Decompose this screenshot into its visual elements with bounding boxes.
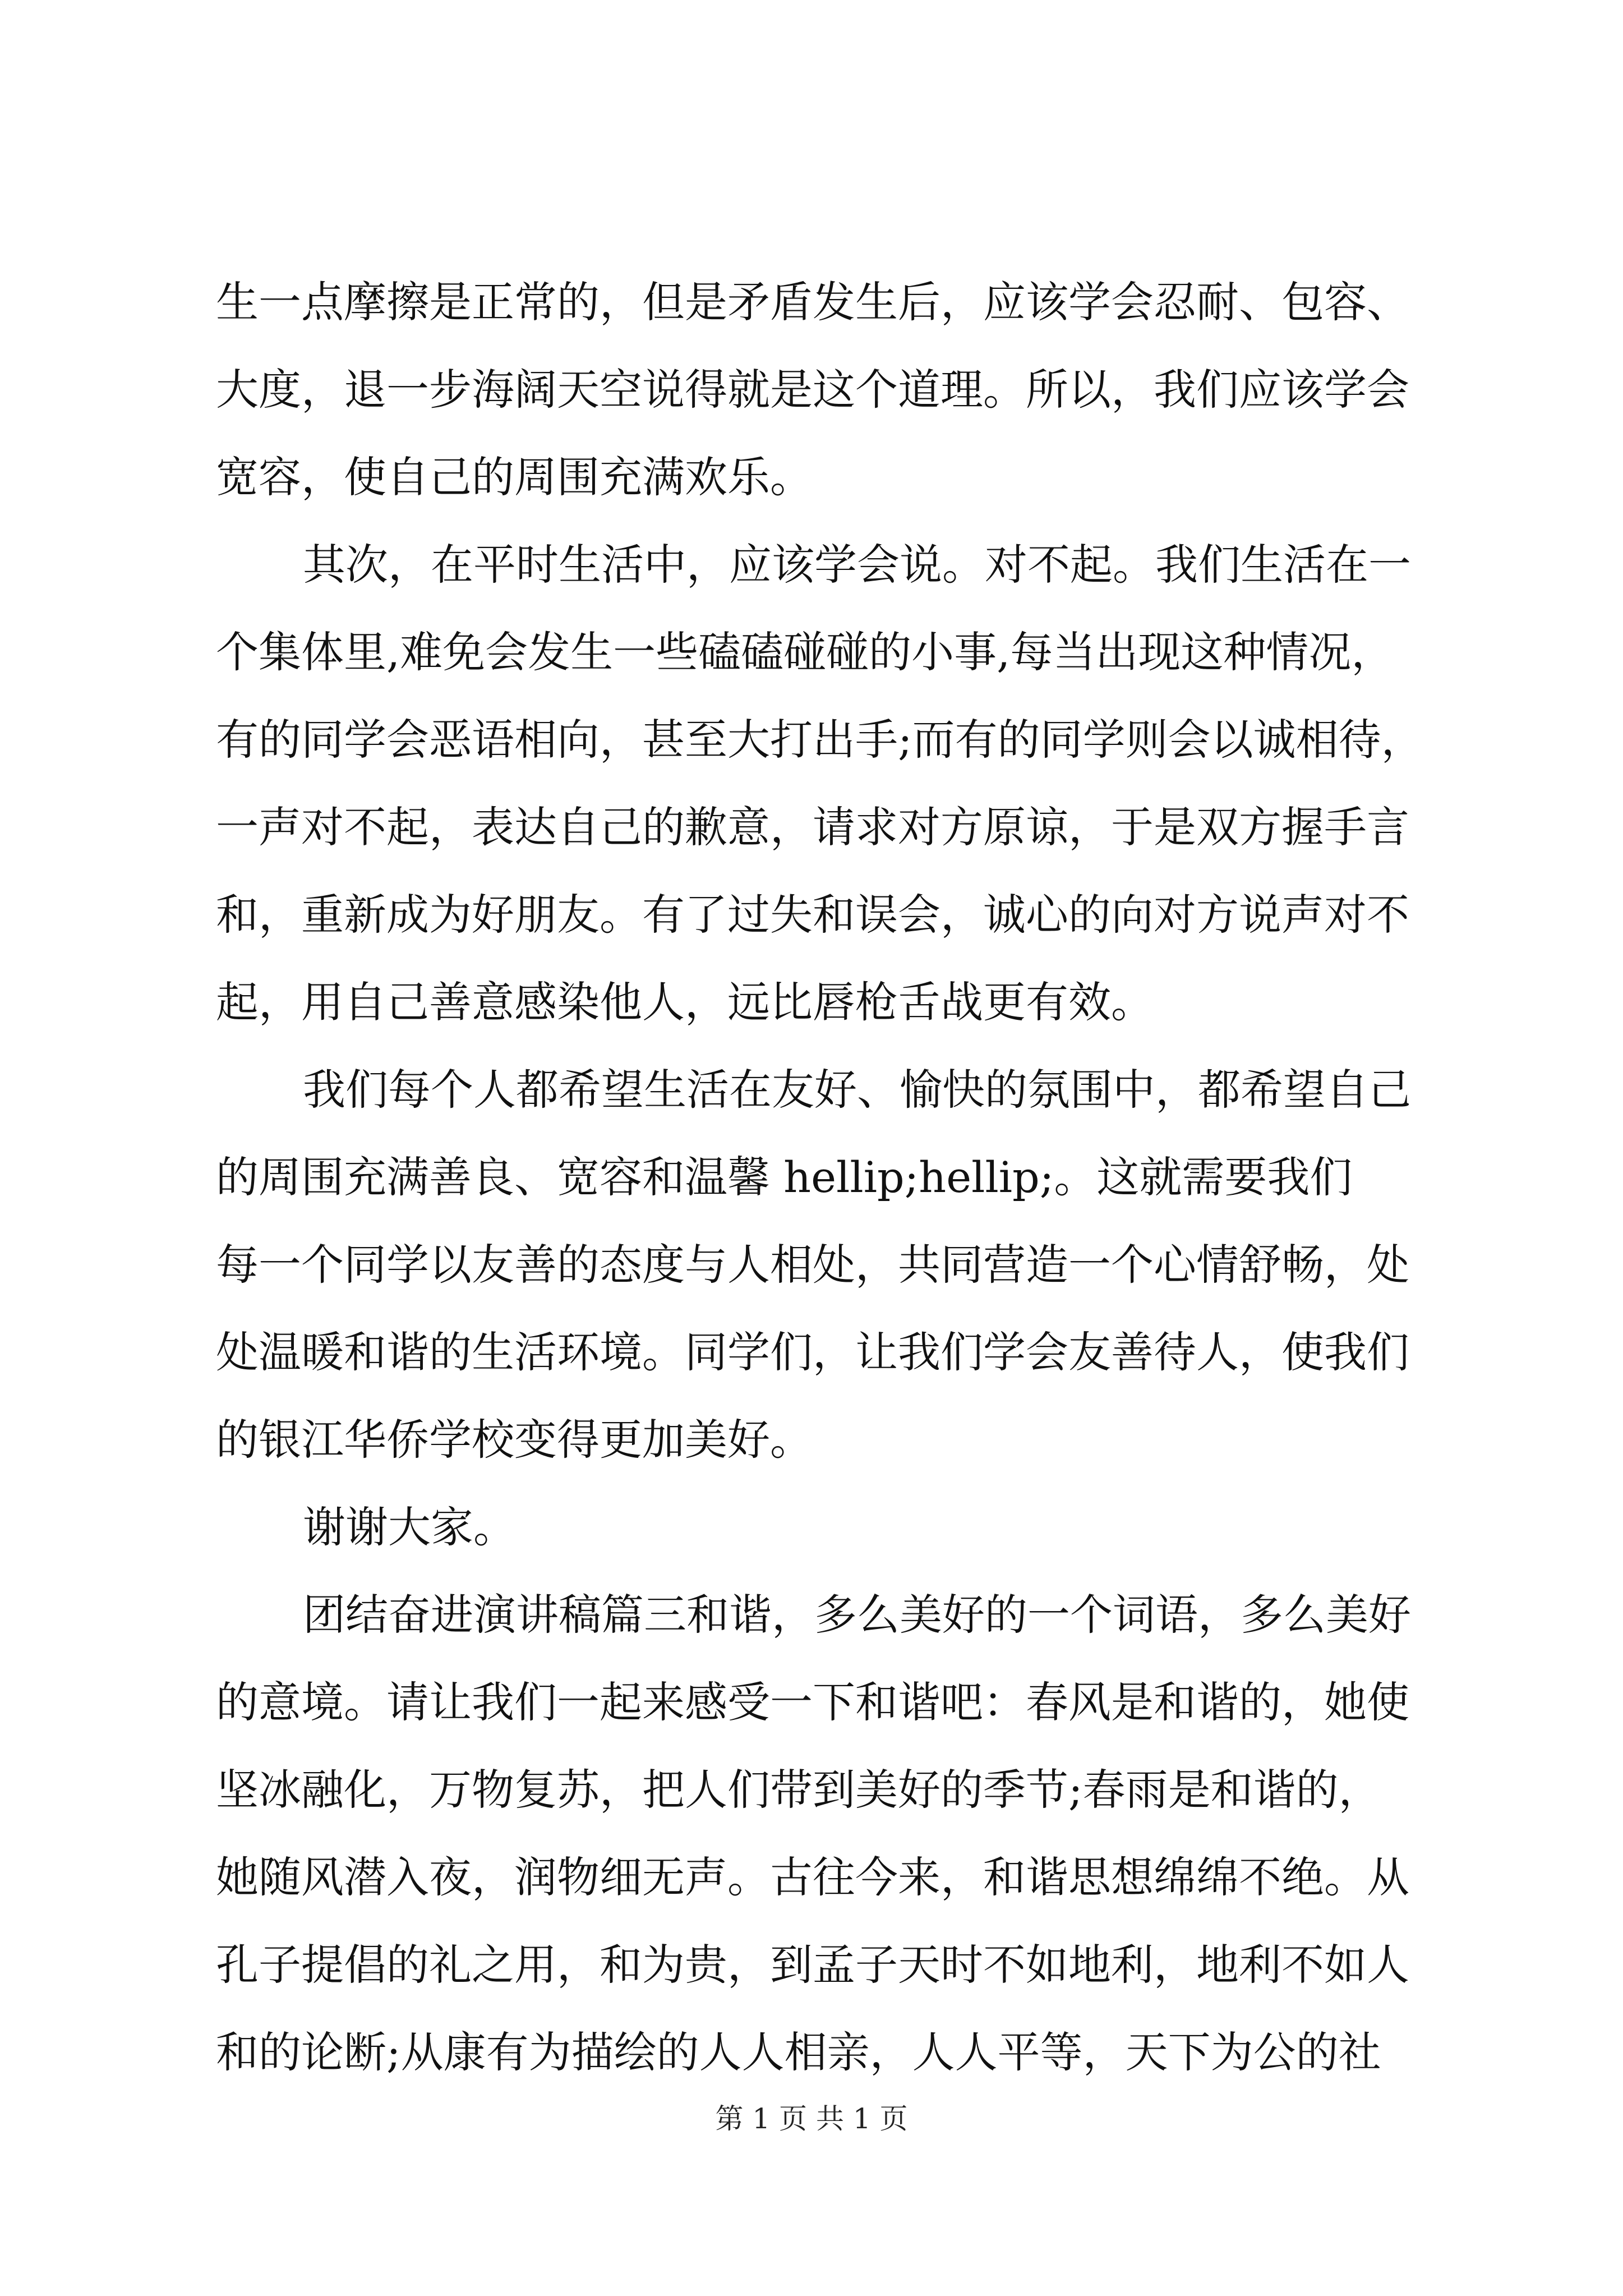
paragraph-start-line: 团结奋进演讲稿篇三和谐，多么美好的一个词语，多么美好 xyxy=(303,1590,1411,1640)
text-line: 的意境。请让我们一起来感受一下和谐吧：春风是和谐的，她使 xyxy=(216,1677,1409,1727)
paragraph-start-line: 谢谢大家。 xyxy=(303,1502,516,1552)
text-line: 宽容，使自己的周围充满欢乐。 xyxy=(216,452,813,502)
text-line: 孔子提倡的礼之用，和为贵，到孟子天时不如地利，地利不如人 xyxy=(216,1940,1409,1990)
text-line: 坚冰融化，万物复苏，把人们带到美好的季节;春雨是和谐的， xyxy=(216,1765,1381,1815)
text-line: 处温暖和谐的生活环境。同学们，让我们学会友善待人，使我们 xyxy=(216,1327,1409,1377)
text-line: 大度，退一步海阔天空说得就是这个道理。所以，我们应该学会 xyxy=(216,365,1409,415)
text-line: 的周围充满善良、宽容和温馨 hellip;hellip;。这就需要我们 xyxy=(216,1152,1353,1202)
paragraph-start-line: 我们每个人都希望生活在友好、愉快的氛围中，都希望自己 xyxy=(303,1065,1411,1115)
text-line: 生一点摩擦是正常的，但是矛盾发生后，应该学会忍耐、包容、 xyxy=(216,277,1409,327)
text-line: 有的同学会恶语相向，甚至大打出手;而有的同学则会以诚相待， xyxy=(216,715,1424,765)
page-footer: 第 1 页 共 1 页 xyxy=(715,2102,908,2135)
text-line: 她随风潜入夜，润物细无声。古往今来，和谐思想绵绵不绝。从 xyxy=(216,1852,1409,1902)
text-line: 和的论断;从康有为描绘的人人相亲，人人平等，天下为公的社 xyxy=(216,2027,1381,2077)
text-line: 每一个同学以友善的态度与人相处，共同营造一个心情舒畅，处 xyxy=(216,1240,1409,1290)
text-line: 个集体里,难免会发生一些磕磕碰碰的小事,每当出现这种情况， xyxy=(216,627,1394,677)
text-line: 的银江华侨学校变得更加美好。 xyxy=(216,1415,813,1465)
paragraph-start-line: 其次，在平时生活中，应该学会说。对不起。我们生活在一 xyxy=(303,540,1411,590)
text-line: 起，用自己善意感染他人，远比唇枪舌战更有效。 xyxy=(216,977,1154,1027)
text-line: 一声对不起，表达自己的歉意，请求对方原谅，于是双方握手言 xyxy=(216,802,1409,852)
text-line: 和，重新成为好朋友。有了过失和误会，诚心的向对方说声对不 xyxy=(216,890,1409,940)
